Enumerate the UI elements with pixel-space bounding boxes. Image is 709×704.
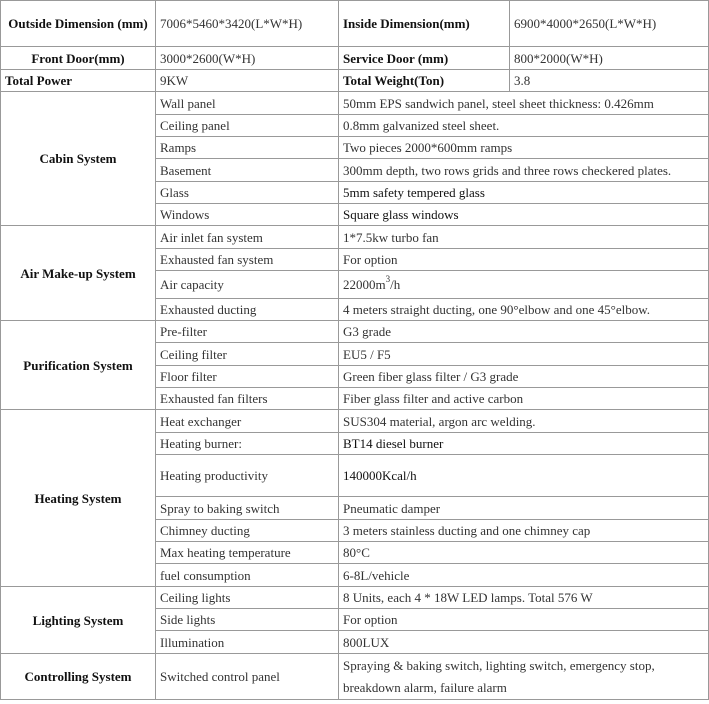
row-value: 0.8mm galvanized steel sheet. (339, 115, 709, 137)
row-value: 3 meters stainless ducting and one chimney cap (339, 520, 709, 542)
row-value: 50mm EPS sandwich panel, steel sheet thickness: 0.426mm (339, 92, 709, 115)
table-row (1, 92, 709, 115)
row-label: Floor filter (156, 366, 339, 388)
total-weight-value: 3.8 (510, 70, 709, 92)
row-label: Pre-filter (156, 321, 339, 343)
lighting-system-title: Lighting System (1, 587, 156, 654)
total-power-label: Total Power (1, 70, 156, 92)
table-row (1, 47, 709, 70)
table-row (1, 1, 709, 47)
row-label: Air capacity (156, 271, 339, 299)
row-label: Side lights (156, 609, 339, 631)
row-label: Exhausted ducting (156, 299, 339, 321)
row-value: 6-8L/vehicle (339, 564, 709, 587)
cabin-system-title: Cabin System (1, 92, 156, 226)
row-label: Ramps (156, 137, 339, 159)
total-weight-label: Total Weight(Ton) (339, 70, 510, 92)
table-row (1, 587, 709, 609)
row-value: 300mm depth, two rows grids and three rows checkered plates. (339, 159, 709, 182)
row-label: Heating productivity (156, 455, 339, 497)
row-label: Exhausted fan system (156, 249, 339, 271)
table-row (1, 226, 709, 249)
outside-dimension-label: Outside Dimension (mm) (1, 1, 156, 47)
row-value: 80°C (339, 542, 709, 564)
row-value: 140000Kcal/h (339, 455, 709, 497)
table-row (1, 654, 709, 700)
row-label: Air inlet fan system (156, 226, 339, 249)
row-label: Ceiling filter (156, 343, 339, 366)
row-label: Illumination (156, 631, 339, 654)
row-label: Max heating temperature (156, 542, 339, 564)
row-label: Ceiling lights (156, 587, 339, 609)
service-door-value: 800*2000(W*H) (510, 47, 709, 70)
table-row (1, 321, 709, 343)
outside-dimension-value: 7006*5460*3420(L*W*H) (156, 1, 339, 47)
row-value: G3 grade (339, 321, 709, 343)
controlling-system-title: Controlling System (1, 654, 156, 700)
table-row (1, 70, 709, 92)
purification-system-title: Purification System (1, 321, 156, 410)
row-label: Basement (156, 159, 339, 182)
air-capacity-unit: /h (390, 277, 401, 292)
air-capacity-number: 22000m (343, 277, 386, 292)
row-value: SUS304 material, argon arc welding. (339, 410, 709, 433)
air-makeup-system-title: Air Make-up System (1, 226, 156, 321)
row-label: Chimney ducting (156, 520, 339, 542)
row-value: BT14 diesel burner (339, 433, 709, 455)
row-label: Switched control panel (156, 654, 339, 700)
air-capacity-exponent: 3 (385, 274, 391, 284)
row-value: 4 meters straight ducting, one 90°elbow and one 45°elbow. (339, 299, 709, 321)
row-value: 1*7.5kw turbo fan (339, 226, 709, 249)
row-value: For option (339, 609, 709, 631)
row-label: Heating burner: (156, 433, 339, 455)
row-value: 800LUX (339, 631, 709, 654)
inside-dimension-value: 6900*4000*2650(L*W*H) (510, 1, 709, 47)
row-value: Green fiber glass filter / G3 grade (339, 366, 709, 388)
row-value (339, 271, 709, 299)
row-value: Pneumatic damper (339, 497, 709, 520)
row-label: fuel consumption (156, 564, 339, 587)
row-value: Spraying & baking switch, lighting switch, emergency stop, breakdown alarm, failure alarm (339, 654, 709, 700)
row-value: Two pieces 2000*600mm ramps (339, 137, 709, 159)
row-label: Wall panel (156, 92, 339, 115)
row-value: For option (339, 249, 709, 271)
table-row (1, 410, 709, 433)
row-label: Exhausted fan filters (156, 388, 339, 410)
row-value: Square glass windows (339, 204, 709, 226)
row-value: Fiber glass filter and active carbon (339, 388, 709, 410)
row-value: EU5 / F5 (339, 343, 709, 366)
row-label: Windows (156, 204, 339, 226)
total-power-value: 9KW (156, 70, 339, 92)
row-label: Heat exchanger (156, 410, 339, 433)
row-value: 5mm safety tempered glass (339, 182, 709, 204)
service-door-label: Service Door (mm) (339, 47, 510, 70)
row-label: Spray to baking switch (156, 497, 339, 520)
front-door-value: 3000*2600(W*H) (156, 47, 339, 70)
row-label: Ceiling panel (156, 115, 339, 137)
heating-system-title: Heating System (1, 410, 156, 587)
row-value: 8 Units, each 4 * 18W LED lamps. Total 576 W (339, 587, 709, 609)
front-door-label: Front Door(mm) (1, 47, 156, 70)
row-label: Glass (156, 182, 339, 204)
inside-dimension-label: Inside Dimension(mm) (339, 1, 510, 47)
